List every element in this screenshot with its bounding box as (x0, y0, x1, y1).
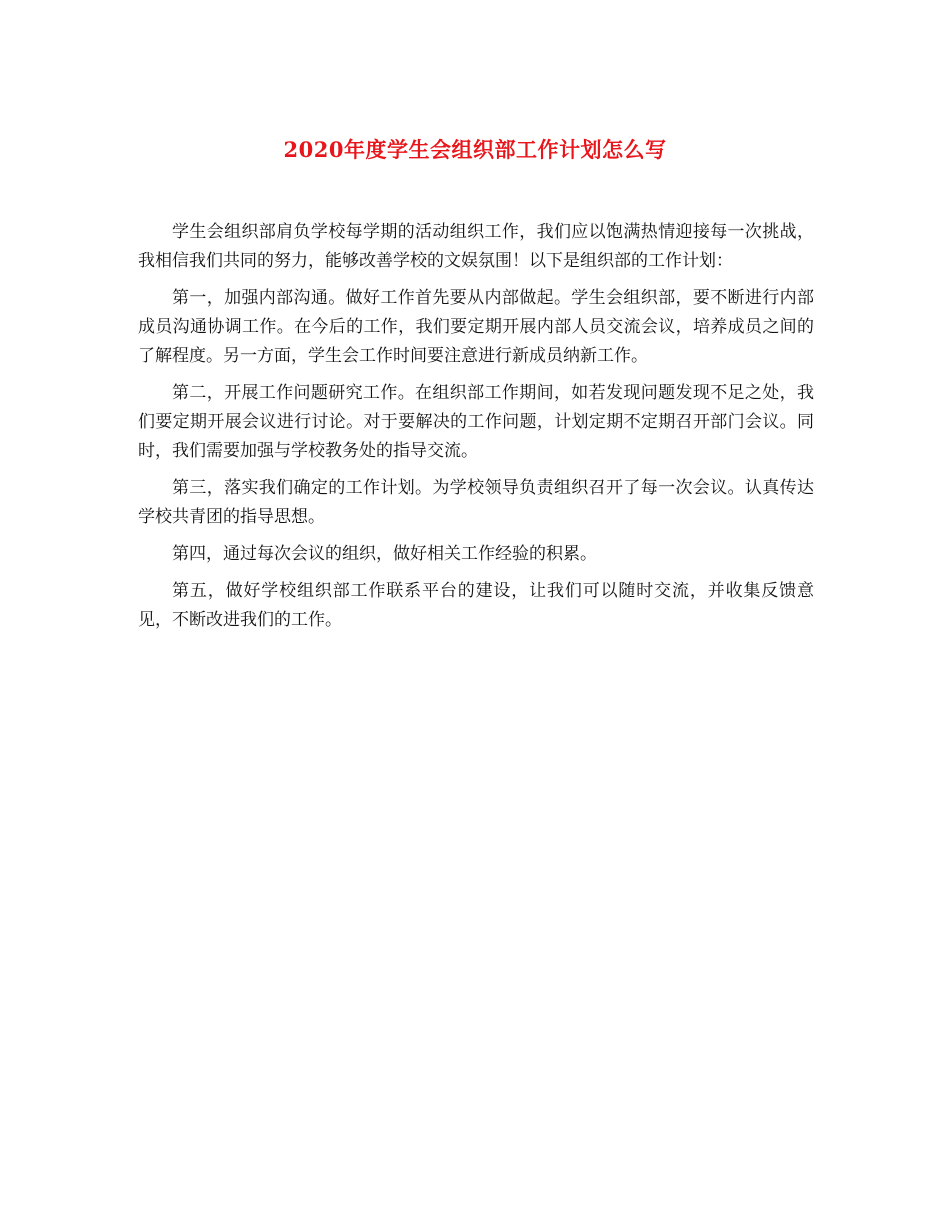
paragraph-point-3: 第三，落实我们确定的工作计划。为学校领导负责组织召开了每一次会议。认真传达学校共青团的指导思想。 (138, 478, 814, 527)
paragraph-intro: 学生会组织部肩负学校每学期的活动组织工作，我们应以饱满热情迎接每一次挑战，我相信我们共同的努力，能够改善学校的文娱氛围！以下是组织部的工作计划： (138, 222, 814, 271)
paragraph-point-5: 第五，做好学校组织部工作联系平台的建设，让我们可以随时交流，并收集反馈意见，不断改进我们的工作。 (138, 581, 814, 630)
document-title: 2020年度学生会组织部工作计划怎么写 (283, 137, 667, 162)
paragraph-point-2: 第二，开展工作问题研究工作。在组织部工作期间，如若发现问题发现不足之处，我们要定期开展会议进行讨论。对于要解决的工作问题，计划定期不定期召开部门会议。同时，我们需要加强与学校教务处的指导交流。 (138, 383, 814, 461)
paragraph-point-1: 第一，加强内部沟通。做好工作首先要从内部做起。学生会组织部，要不断进行内部成员沟通协调工作。在今后的工作，我们要定期开展内部人员交流会议，培养成员之间的了解程度。另一方面，学生会工作时间要注意进行新成员纳新工作。 (138, 288, 814, 366)
document-body (138, 218, 814, 643)
paragraph-point-4: 第四，通过每次会议的组织，做好相关工作经验的积累。 (172, 544, 597, 564)
